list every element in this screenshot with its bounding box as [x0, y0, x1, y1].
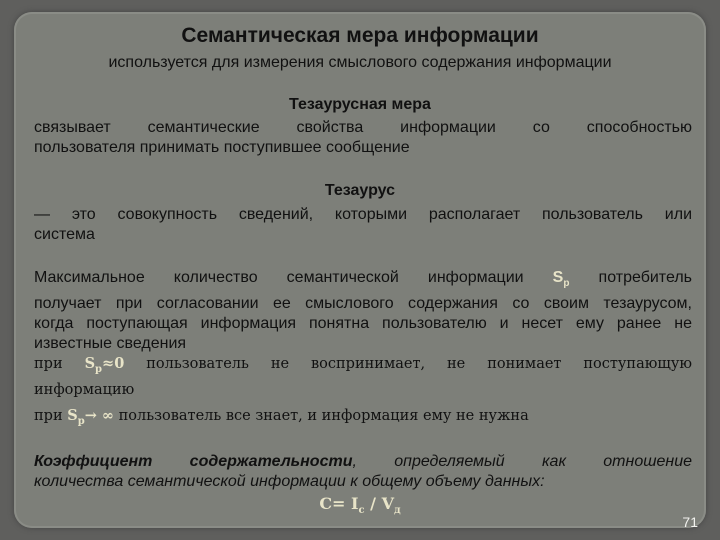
max-info-line1	[34, 268, 692, 294]
coefficient-line2: количества семантической информации к общему объему данных:	[34, 473, 545, 490]
case-inf-text	[34, 406, 692, 432]
case-zero-line1-post: пользователь не воспринимает, не понимает поступающую	[146, 356, 693, 372]
case-inf-pre: при	[34, 408, 63, 424]
case-inf-symbol-sub: p	[77, 415, 85, 427]
case-zero-symbol-sub: p	[95, 363, 103, 375]
case-zero-pre: при	[34, 356, 63, 372]
coefficient-text	[34, 452, 692, 492]
coefficient-formula	[0, 494, 720, 516]
page-subtitle: используется для измерения смыслового содержания информации	[108, 54, 612, 71]
case-zero-line2: информацию	[34, 381, 135, 398]
formula-sub-c: c	[358, 505, 365, 517]
sp-symbol	[552, 269, 570, 290]
case-zero-symbol-letter: S	[84, 355, 96, 372]
case-inf-cond: → ∞	[84, 407, 114, 424]
case-zero-cond: ≈0	[102, 355, 125, 372]
formula-lhs: C= I	[319, 494, 359, 513]
page-title: Семантическая мера информации	[181, 24, 539, 47]
thesaurus-line1: — это совокупность сведений, которыми располагает пользователь или	[34, 206, 692, 223]
sp-symbol-letter: S	[552, 269, 564, 286]
sp-symbol-sub: p	[563, 278, 570, 290]
formula-mid: / V	[364, 494, 395, 513]
case-zero-symbol	[84, 355, 125, 375]
case-zero-line1	[34, 354, 692, 380]
thesaurus-heading: Тезаурус	[324, 182, 396, 199]
max-info-line1-pre: Максимальное количество семантической информации	[34, 269, 524, 286]
max-info-line1-post: потребитель	[598, 269, 692, 286]
case-zero-text	[34, 354, 692, 400]
thesaurus-line2: система	[34, 226, 95, 243]
max-info-text	[34, 268, 692, 354]
formula-sub-d: д	[394, 505, 401, 517]
case-inf-symbol-letter: S	[67, 407, 78, 424]
thesaurus-measure-line1: связывает семантические свойства информации со способностью	[34, 119, 692, 136]
thesaurus-measure-line2: пользователя принимать поступившее сообщение	[34, 139, 410, 156]
max-info-line2: получает при согласовании ее смыслового содержания со своим тезаурусом,	[34, 295, 692, 313]
thesaurus-text	[34, 205, 692, 245]
coefficient-line1	[34, 452, 692, 472]
coefficient-comma: ,	[352, 453, 357, 470]
case-inf-post: пользователь все знает, и информация ему не нужна	[118, 408, 529, 424]
max-info-line4: известные сведения	[34, 335, 187, 353]
max-info-line3: когда поступающая информация понятна пользователю и несет ему ранее не	[34, 315, 692, 333]
coefficient-term: Коэффициент содержательности	[34, 453, 353, 470]
page-number: 71	[682, 514, 698, 530]
case-inf-symbol	[67, 407, 114, 427]
thesaurus-measure-text	[34, 118, 692, 158]
thesaurus-measure-heading: Тезаурусная мера	[289, 96, 431, 113]
coefficient-line1-post: определяемый как отношение	[394, 453, 692, 470]
